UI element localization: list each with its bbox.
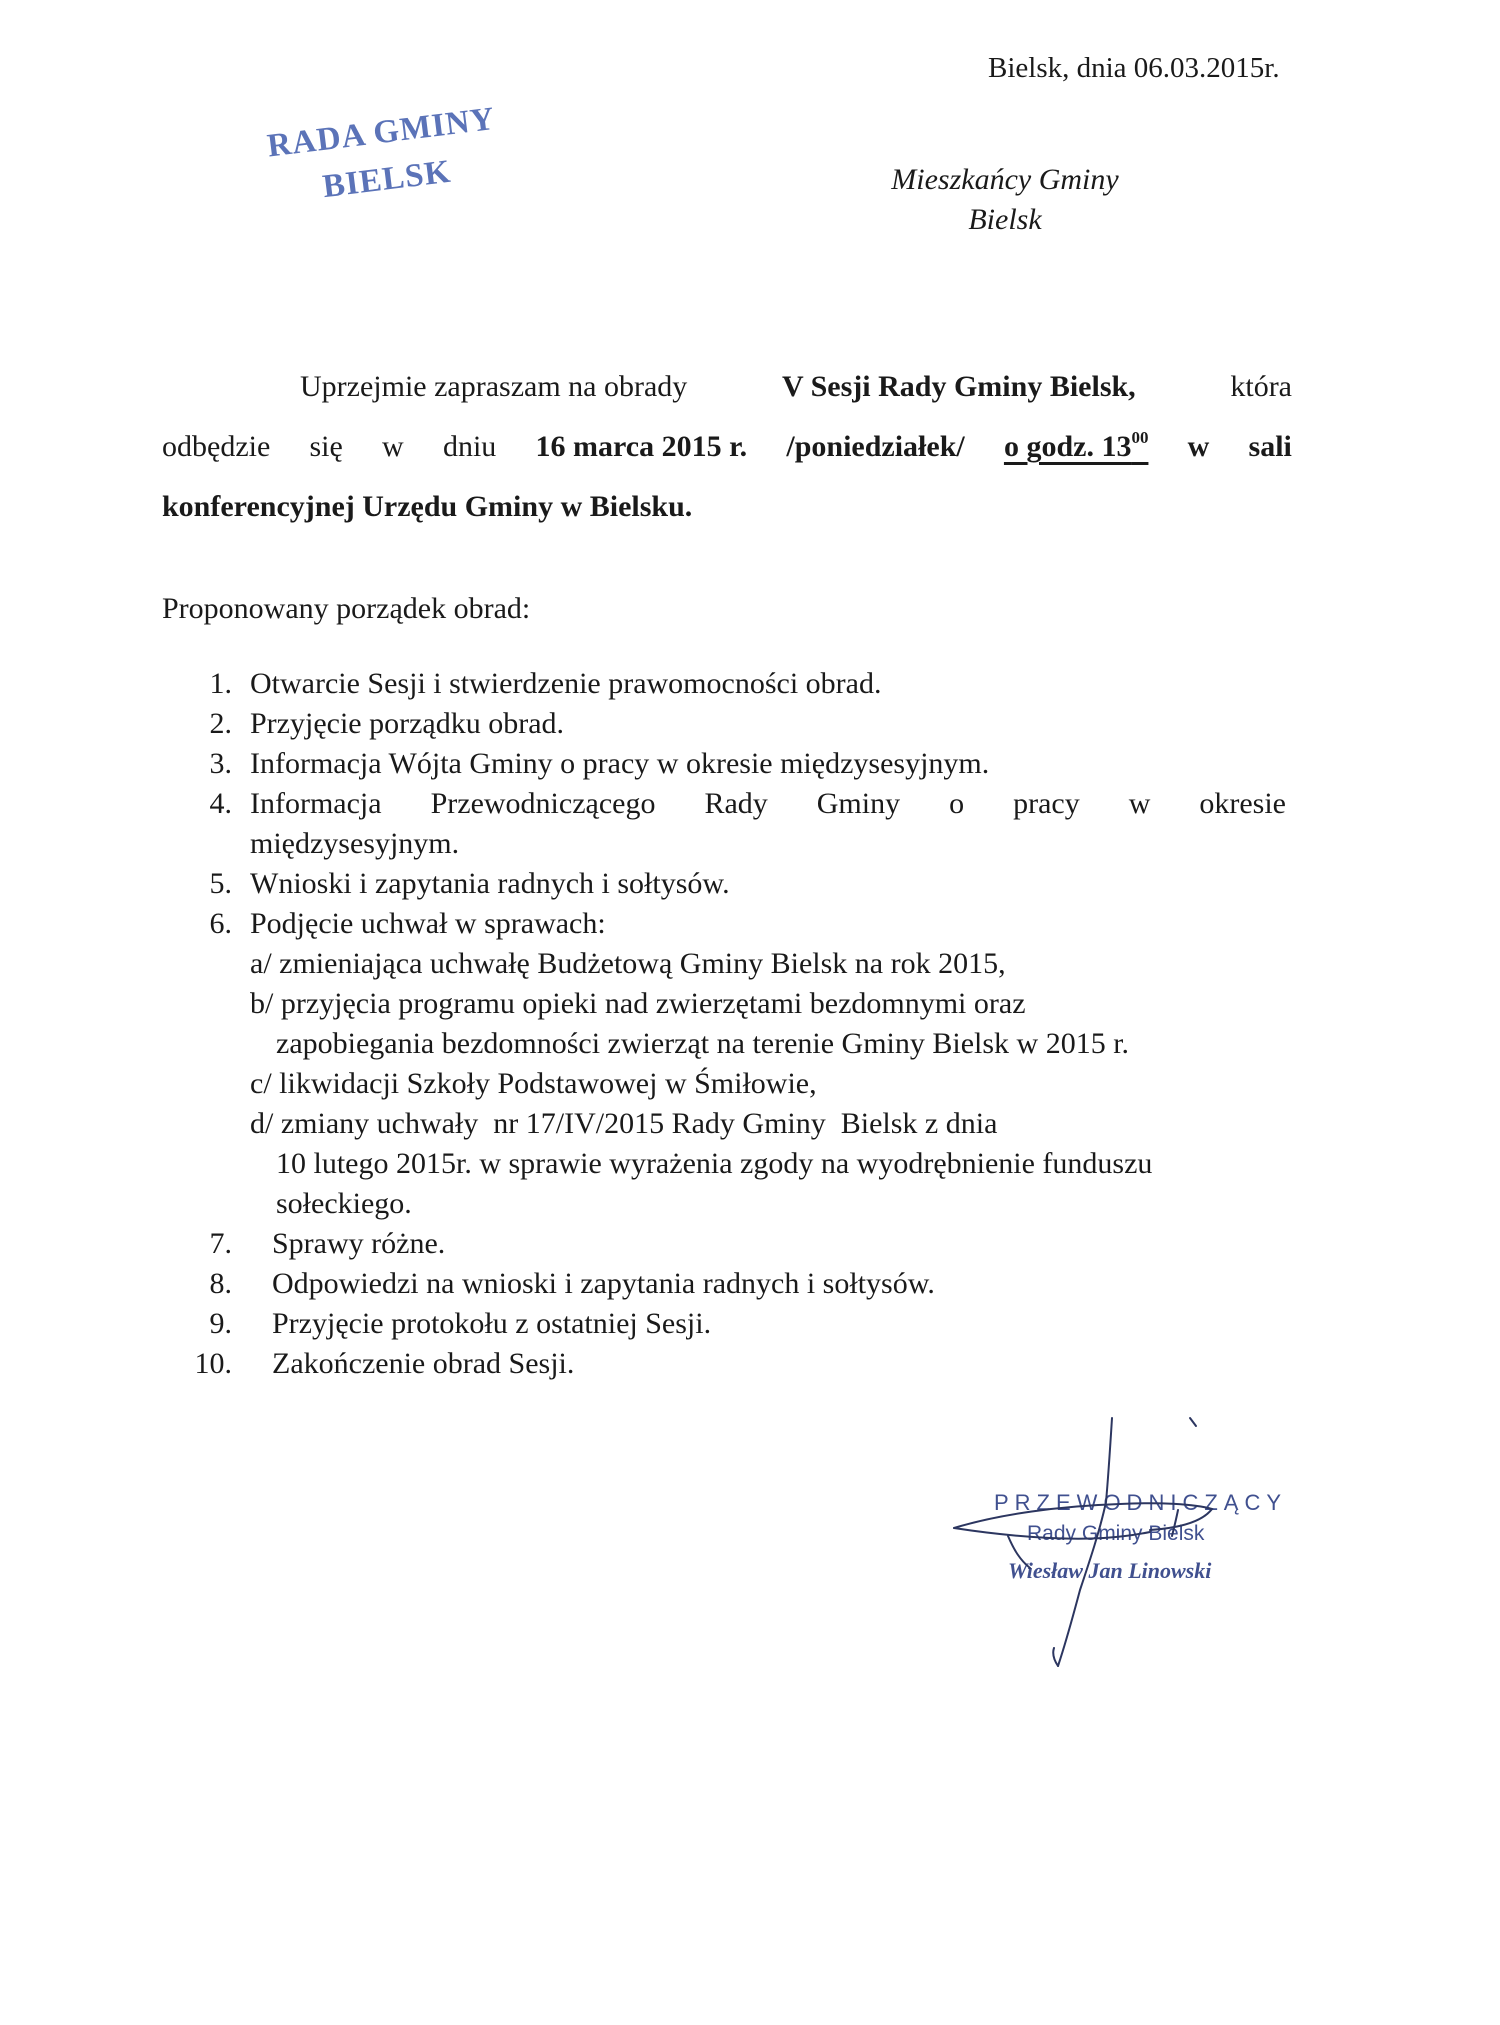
- signature-block: [940, 1410, 1360, 1680]
- invitation-line-2: [162, 430, 1292, 464]
- agenda-item-number: 3.: [209, 747, 232, 780]
- agenda-item-text: [250, 784, 1286, 824]
- agenda-word: Gminy: [816, 787, 901, 820]
- invitation-word: sali: [1248, 430, 1292, 463]
- agenda-sub-item-continuation: 10 lutego 2015r. w sprawie wyrażenia zgody na wyodrębnienie funduszu: [276, 1147, 1153, 1180]
- agenda-item-number: 7.: [209, 1227, 232, 1260]
- agenda-sub-item: a/ zmieniająca uchwałę Budżetową Gminy Bielsk na rok 2015,: [250, 947, 1006, 980]
- agenda-item-text: Przyjęcie porządku obrad.: [250, 707, 565, 740]
- invitation-word: w: [382, 430, 404, 463]
- agenda-word: w: [1128, 787, 1151, 820]
- invitation-word: się: [309, 430, 343, 463]
- invitation-line-3: konferencyjnej Urzędu Gminy w Bielsku.: [162, 490, 693, 523]
- agenda-sub-item: b/ przyjęcia programu opieki nad zwierzętami bezdomnymi oraz: [250, 987, 1026, 1020]
- agenda-item-text: Podjęcie uchwał w sprawach:: [250, 907, 606, 940]
- session-time-minutes: 00: [1131, 428, 1149, 447]
- agenda-item-continuation: międzysesyjnym.: [250, 827, 460, 860]
- agenda-item-text: Wnioski i zapytania radnych i sołtysów.: [250, 867, 730, 900]
- agenda-item-number: 9.: [209, 1307, 232, 1340]
- council-stamp: [255, 77, 536, 219]
- addressee: [840, 160, 1170, 240]
- agenda-item-text: Zakończenie obrad Sesji.: [272, 1347, 575, 1380]
- invitation-text: Uprzejmie zapraszam na obrady: [300, 370, 688, 403]
- agenda-word: okresie: [1199, 787, 1286, 820]
- agenda-word: Rady: [704, 787, 768, 820]
- agenda-item-number: 2.: [209, 707, 232, 740]
- session-time-text: o godz. 13: [1003, 430, 1132, 463]
- invitation-line-1: [300, 370, 1292, 404]
- stamp-line-1: RADA GMINY: [265, 100, 498, 165]
- agenda-item-number: 1.: [209, 667, 232, 700]
- session-day: /poniedziałek/: [786, 430, 965, 463]
- agenda-heading: Proponowany porządek obrad:: [162, 592, 531, 625]
- agenda-word: pracy: [1013, 787, 1080, 820]
- stamp-line-2: BIELSK: [320, 153, 454, 206]
- signature-stroke: [954, 1528, 1150, 1539]
- agenda-sub-item: c/ likwidacji Szkoły Podstawowej w Śmiłowie,: [250, 1067, 817, 1100]
- agenda-item-number: 4.: [209, 787, 232, 820]
- signature-name: Wiesław Jan Linowski: [1008, 1558, 1212, 1583]
- agenda-word: Przewodniczącego: [430, 787, 656, 820]
- addressee-line-1: Mieszkańcy Gminy: [891, 163, 1119, 196]
- agenda-sub-item-continuation: sołeckiego.: [276, 1187, 412, 1220]
- agenda-sub-item: d/ zmiany uchwały nr 17/IV/2015 Rady Gminy Bielsk z dnia: [250, 1107, 998, 1140]
- agenda-word: o: [949, 787, 965, 820]
- agenda-item-number: 8.: [209, 1267, 232, 1300]
- agenda-item-text: Przyjęcie protokołu z ostatniej Sesji.: [272, 1307, 712, 1340]
- agenda-word: Informacja: [250, 787, 382, 820]
- agenda-sub-item-continuation: zapobiegania bezdomności zwierząt na terenie Gminy Bielsk w 2015 r.: [276, 1027, 1130, 1060]
- invitation-word: w: [1187, 430, 1210, 463]
- signature-title: PRZEWODNICZĄCY: [994, 1490, 1287, 1515]
- signature-stroke: [1008, 1536, 1030, 1568]
- session-date: 16 marca 2015 r.: [535, 430, 748, 463]
- signature-stroke: [1058, 1418, 1112, 1666]
- session-name: V Sesji Rady Gminy Bielsk,: [782, 370, 1136, 403]
- addressee-line-2: Bielsk: [968, 203, 1042, 236]
- signature-stroke: [954, 1503, 1212, 1530]
- signature-stroke: [1053, 1648, 1058, 1666]
- invitation-word: dniu: [442, 430, 497, 463]
- agenda-item-text: Otwarcie Sesji i stwierdzenie prawomocności obrad.: [250, 667, 882, 700]
- agenda-item-number: 10.: [194, 1347, 232, 1380]
- agenda-item-number: 5.: [209, 867, 232, 900]
- date-line: Bielsk, dnia 06.03.2015r.: [988, 52, 1280, 84]
- signature-organization: Rady Gminy Bielsk: [1027, 1522, 1205, 1545]
- invitation-word: odbędzie: [162, 430, 271, 463]
- session-time: [1004, 430, 1149, 464]
- agenda-item-text: Odpowiedzi na wnioski i zapytania radnych i sołtysów.: [272, 1267, 935, 1300]
- agenda-item-text: Informacja Wójta Gminy o pracy w okresie międzysesyjnym.: [250, 747, 990, 780]
- handwritten-signature: [940, 1410, 1360, 1680]
- agenda-item-number: 6.: [209, 907, 232, 940]
- signature-stroke: [1190, 1418, 1196, 1426]
- signature-stroke: [1172, 1510, 1178, 1536]
- invitation-text: która: [1230, 370, 1292, 403]
- agenda-item-text: Sprawy różne.: [272, 1227, 446, 1260]
